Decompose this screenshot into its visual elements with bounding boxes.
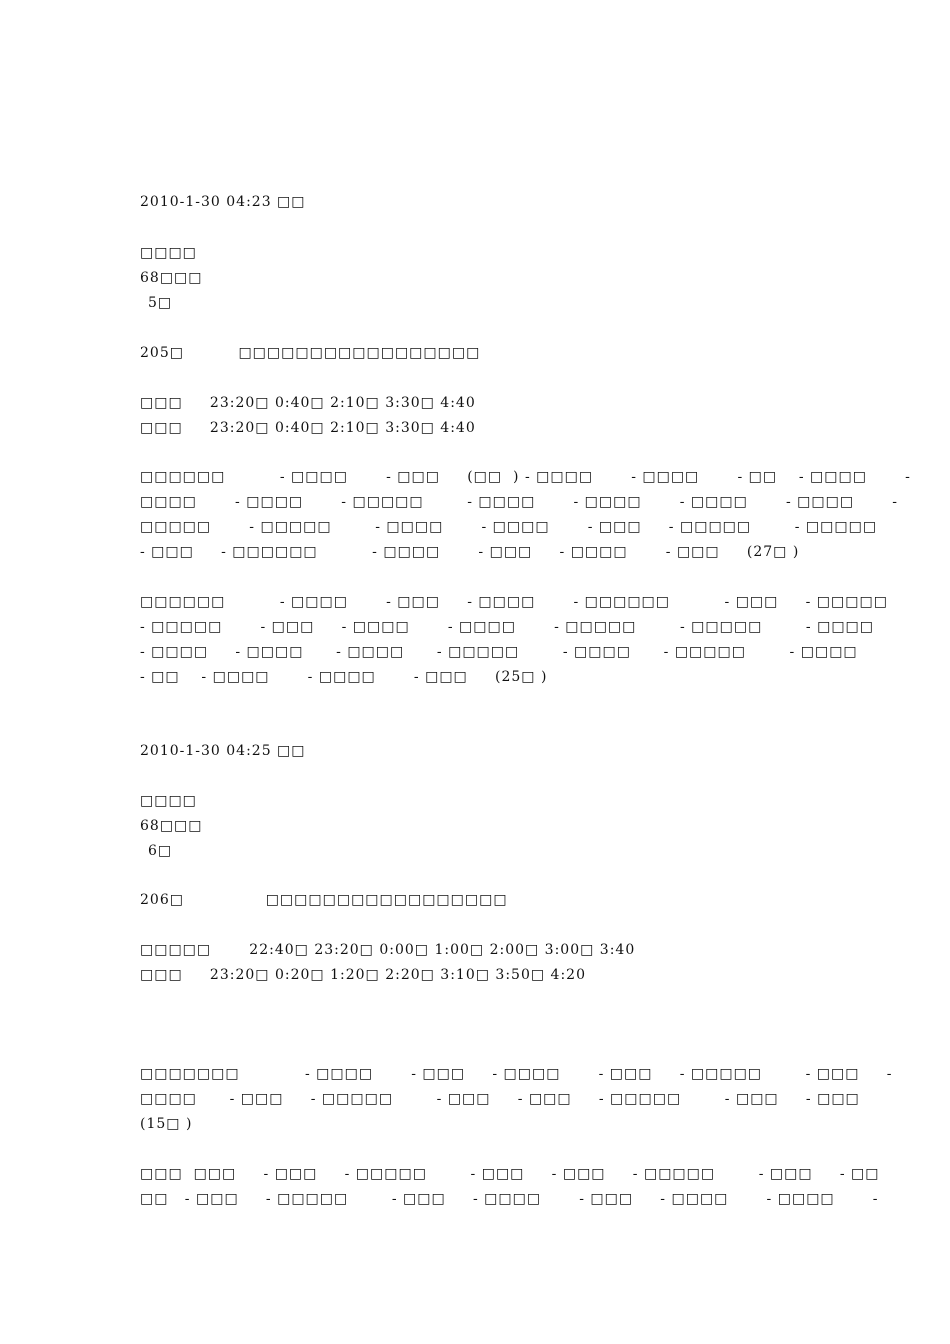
entry-meta-line: □□□□ — [140, 793, 197, 809]
stop-list-line: □□□□ - □□□ - □□□□□ - □□□ - □□□ - □□□□□ - □□□ - □□□ — [140, 1091, 860, 1107]
entry-meta-line: 68□□□ — [140, 818, 203, 834]
stop-list-line: □□□□□□□ - □□□□ - □□□ - □□□□ - □□□ - □□□□□ - □□□ - — [140, 1066, 893, 1082]
entry-timestamp: 2010-1-30 04:25 □□ — [140, 743, 306, 759]
schedule-line: □□□ 23:20□ 0:20□ 1:20□ 2:20□ 3:10□ 3:50□ 4:20 — [140, 967, 586, 983]
stop-list-line: □□□□□□ - □□□□ - □□□ - □□□□ - □□□□□□ - □□□ - □□□□□ — [140, 594, 888, 610]
stop-list-line: □□□□ - □□□□ - □□□□□ - □□□□ - □□□□ - □□□□ - □□□□ - — [140, 494, 898, 510]
stop-list-line: - □□□□□ - □□□ - □□□□ - □□□□ - □□□□□ - □□□□□ - □□□□ — [140, 619, 874, 635]
route-title: 206□ □□□□□□□□□□□□□□□□□ — [140, 892, 508, 908]
schedule-line: □□□ 23:20□ 0:40□ 2:10□ 3:30□ 4:40 — [140, 395, 476, 411]
stop-list-line: (15□ ) — [140, 1116, 193, 1132]
entry-meta-line: 5□ — [148, 295, 173, 311]
entry-meta-line: □□□□ — [140, 245, 197, 261]
stop-list-line: - □□□ - □□□□□□ - □□□□ - □□□ - □□□□ - □□□ (27□ ) — [140, 544, 800, 560]
entry-meta-line: 68□□□ — [140, 270, 203, 286]
entry-meta-line: 6□ — [148, 843, 173, 859]
stop-list-line: - □□ - □□□□ - □□□□ - □□□ (25□ ) — [140, 669, 548, 685]
stop-list-line: - □□□□ - □□□□ - □□□□ - □□□□□ - □□□□ - □□□□□ - □□□□ — [140, 644, 858, 660]
stop-list-line: □□□□□□ - □□□□ - □□□ (□□ ) - □□□□ - □□□□ - □□ - □□□□ - — [140, 469, 911, 485]
entry-timestamp: 2010-1-30 04:23 □□ — [140, 194, 306, 210]
schedule-line: □□□□□ 22:40□ 23:20□ 0:00□ 1:00□ 2:00□ 3:00□ 3:40 — [140, 942, 636, 958]
route-title: 205□ □□□□□□□□□□□□□□□□□ — [140, 345, 481, 361]
stop-list-line: □□□ □□□ - □□□ - □□□□□ - □□□ - □□□ - □□□□□ - □□□ - □□ — [140, 1166, 880, 1182]
schedule-line: □□□ 23:20□ 0:40□ 2:10□ 3:30□ 4:40 — [140, 420, 476, 436]
stop-list-line: □□□□□ - □□□□□ - □□□□ - □□□□ - □□□ - □□□□□ - □□□□□ — [140, 519, 878, 535]
stop-list-line: □□ - □□□ - □□□□□ - □□□ - □□□□ - □□□ - □□□□ - □□□□ - — [140, 1191, 879, 1207]
